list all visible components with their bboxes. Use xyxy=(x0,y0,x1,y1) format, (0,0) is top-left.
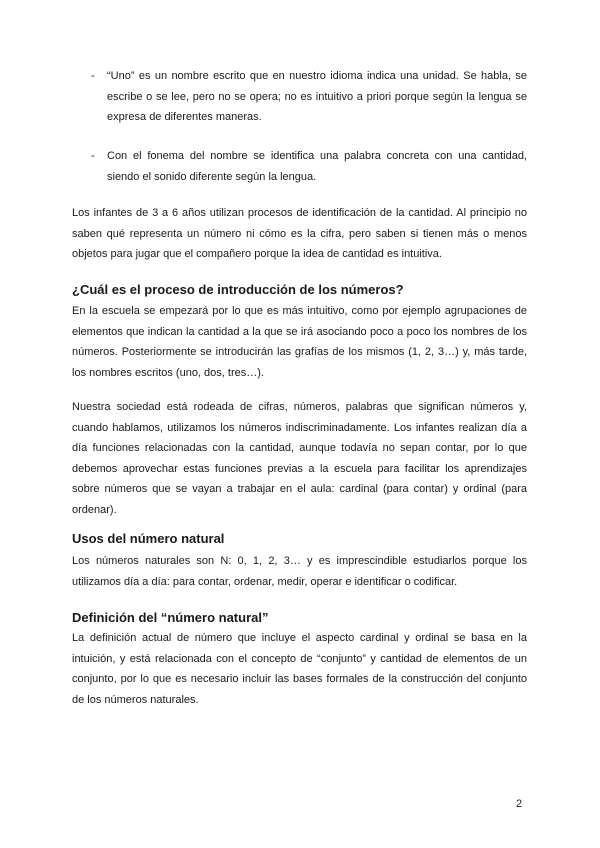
definition-paragraph: La definición actual de número que incluye el aspecto cardinal y ordinal se basa en la intuición, y está relacionada con el concepto de “conjunto” y cantidad de elementos de un conjunto, por lo que es necesario incluir las bases formales de la construcción del conjunto de los números naturales. xyxy=(72,632,527,706)
section-heading-process: ¿Cuál es el proceso de introducción de los números? xyxy=(72,282,404,297)
bullet-item xyxy=(91,146,527,187)
page-number: 2 xyxy=(516,798,523,810)
bullet-item xyxy=(91,66,527,128)
section-heading-uses: Usos del número natural xyxy=(72,531,225,546)
uses-paragraph: Los números naturales son N: 0, 1, 2, 3… y es imprescindible estudiarlos porque los utilizamos día a día: para contar, ordenar, medir, operar e identificar o codificar. xyxy=(72,555,527,588)
bullet-marker: - xyxy=(91,70,95,82)
bullet-text: “Uno” es un nombre escrito que en nuestro idioma indica una unidad. Se habla, se escribe o se lee, pero no se opera; no es intuitivo a priori porque según la lengua se expresa de diferentes maneras. xyxy=(107,70,527,123)
process-paragraph-1: En la escuela se empezará por lo que es más intuitivo, como por ejemplo agrupaciones de elementos que indican la cantidad a la que se irá asociando poco a poco los nombres de los números. Posteriormente se introducirán las grafías de los mismos (1, 2, 3…) y, más tarde, los nombres escritos (uno, dos, tres…). xyxy=(72,305,527,379)
bullet-text: Con el fonema del nombre se identifica una palabra concreta con una cantidad, siendo el sonido diferente según la lengua. xyxy=(107,150,527,183)
bullet-marker: - xyxy=(91,150,95,162)
process-paragraph-2: Nuestra sociedad está rodeada de cifras, números, palabras que significan números y, cuando hablamos, utilizamos los números indiscriminadamente. Los infantes realizan día a día funciones relacionadas con la cantidad, aunque todavía no sepan contar, por lo que debemos aprovechar estas funciones previas a la escuela para facilitar los aprendizajes sobre números que se vayan a trabajar en el aula: cardinal (para contar) y ordinal (para ordenar). xyxy=(72,401,527,516)
intro-paragraph: Los infantes de 3 a 6 años utilizan procesos de identificación de la cantidad. Al principio no saben qué representa un número ni cómo es la cifra, pero saben si tienen más o menos objetos para jugar que el compañero porque la idea de cantidad es intuitiva. xyxy=(72,207,527,260)
section-heading-definition: Definición del “número natural” xyxy=(72,610,269,625)
